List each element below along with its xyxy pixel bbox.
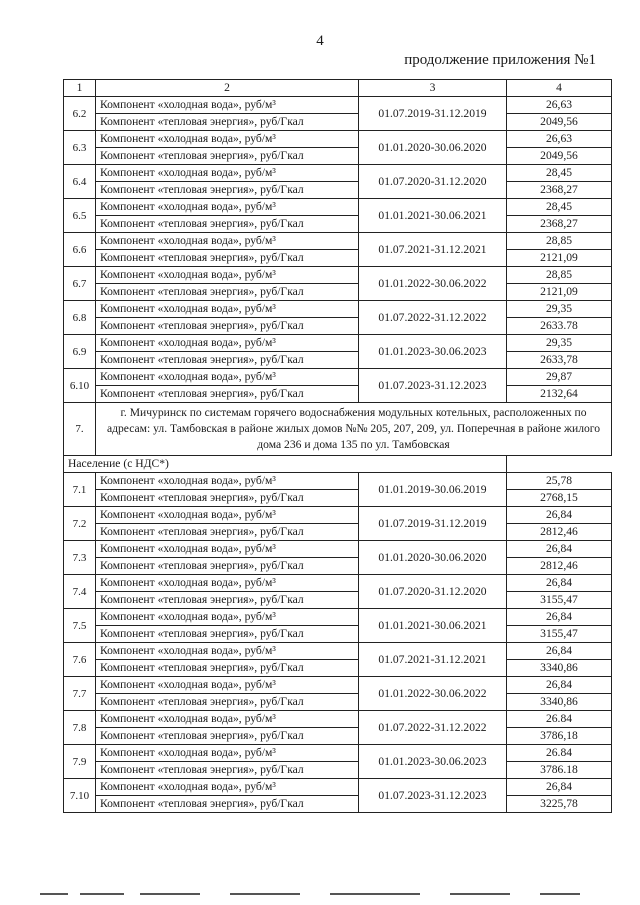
table-row — [64, 779, 612, 796]
period-range: 01.01.2022-30.06.2022 — [359, 267, 507, 301]
table-row — [64, 165, 612, 182]
table-row — [64, 114, 612, 131]
table-row — [64, 199, 612, 216]
item-number: 7.1 — [64, 473, 96, 507]
table-row — [64, 592, 612, 609]
item-number: 6.3 — [64, 131, 96, 165]
period-range: 01.01.2020-30.06.2020 — [359, 541, 507, 575]
heat-energy-label: Компонент «тепловая энергия», руб/Гкал — [96, 182, 359, 199]
cold-water-label: Компонент «холодная вода», руб/м³ — [96, 335, 359, 352]
heat-energy-value: 3786,18 — [507, 728, 612, 745]
heat-energy-label: Компонент «тепловая энергия», руб/Гкал — [96, 796, 359, 813]
cold-water-value: 29,35 — [507, 335, 612, 352]
cold-water-label: Компонент «холодная вода», руб/м³ — [96, 131, 359, 148]
cold-water-label: Компонент «холодная вода», руб/м³ — [96, 267, 359, 284]
cold-water-label: Компонент «холодная вода», руб/м³ — [96, 199, 359, 216]
cold-water-label: Компонент «холодная вода», руб/м³ — [96, 301, 359, 318]
cold-water-value: 26,84 — [507, 609, 612, 626]
period-range: 01.07.2019-31.12.2019 — [359, 507, 507, 541]
cold-water-label: Компонент «холодная вода», руб/м³ — [96, 369, 359, 386]
heat-energy-value: 2049,56 — [507, 114, 612, 131]
cold-water-label: Компонент «холодная вода», руб/м³ — [96, 541, 359, 558]
header-col-2: 2 — [96, 80, 359, 97]
table-row — [64, 318, 612, 335]
cold-water-value: 26,84 — [507, 575, 612, 592]
heat-energy-value: 2121,09 — [507, 250, 612, 267]
item-number: 7.6 — [64, 643, 96, 677]
period-range: 01.01.2019-30.06.2019 — [359, 473, 507, 507]
item-number: 7.7 — [64, 677, 96, 711]
appendix-continuation-note: продолжение приложения №1 — [404, 52, 596, 68]
table-row — [64, 711, 612, 728]
table-row — [64, 386, 612, 403]
heat-energy-value: 3225,78 — [507, 796, 612, 813]
table-row — [64, 250, 612, 267]
cold-water-value: 28,45 — [507, 199, 612, 216]
table-row — [64, 97, 612, 114]
item-number: 6.2 — [64, 97, 96, 131]
heat-energy-value: 2368,27 — [507, 182, 612, 199]
tariff-table — [63, 79, 612, 813]
period-range: 01.07.2021-31.12.2021 — [359, 643, 507, 677]
table-row — [64, 369, 612, 386]
heat-energy-value: 2121,09 — [507, 284, 612, 301]
heat-energy-label: Компонент «тепловая энергия», руб/Гкал — [96, 592, 359, 609]
item-number: 6.8 — [64, 301, 96, 335]
heat-energy-value: 2812,46 — [507, 524, 612, 541]
cold-water-label: Компонент «холодная вода», руб/м³ — [96, 233, 359, 250]
period-range: 01.07.2021-31.12.2021 — [359, 233, 507, 267]
population-row — [64, 456, 612, 473]
heat-energy-value: 2633,78 — [507, 352, 612, 369]
cold-water-value: 29,35 — [507, 301, 612, 318]
table-row — [64, 558, 612, 575]
heat-energy-label: Компонент «тепловая энергия», руб/Гкал — [96, 284, 359, 301]
cold-water-label: Компонент «холодная вода», руб/м³ — [96, 507, 359, 524]
item-number: 7.10 — [64, 779, 96, 813]
heat-energy-label: Компонент «тепловая энергия», руб/Гкал — [96, 694, 359, 711]
period-range: 01.01.2022-30.06.2022 — [359, 677, 507, 711]
table-row — [64, 796, 612, 813]
cold-water-label: Компонент «холодная вода», руб/м³ — [96, 609, 359, 626]
table-row — [64, 575, 612, 592]
heat-energy-value: 2049,56 — [507, 148, 612, 165]
heat-energy-value: 2132,64 — [507, 386, 612, 403]
item-number: 6.5 — [64, 199, 96, 233]
page-number: 4 — [316, 33, 324, 49]
table-row — [64, 490, 612, 507]
heat-energy-label: Компонент «тепловая энергия», руб/Гкал — [96, 216, 359, 233]
table-row — [64, 216, 612, 233]
heat-energy-value: 2368,27 — [507, 216, 612, 233]
cold-water-label: Компонент «холодная вода», руб/м³ — [96, 711, 359, 728]
heat-energy-label: Компонент «тепловая энергия», руб/Гкал — [96, 558, 359, 575]
section-number: 7. — [64, 403, 96, 456]
item-number: 7.4 — [64, 575, 96, 609]
cold-water-value: 29,87 — [507, 369, 612, 386]
heat-energy-label: Компонент «тепловая энергия», руб/Гкал — [96, 114, 359, 131]
heat-energy-label: Компонент «тепловая энергия», руб/Гкал — [96, 524, 359, 541]
heat-energy-label: Компонент «тепловая энергия», руб/Гкал — [96, 728, 359, 745]
cold-water-value: 26,84 — [507, 541, 612, 558]
cold-water-value: 26,84 — [507, 643, 612, 660]
header-col-1: 1 — [64, 80, 96, 97]
item-number: 7.5 — [64, 609, 96, 643]
period-range: 01.07.2019-31.12.2019 — [359, 97, 507, 131]
heat-energy-value: 3340,86 — [507, 660, 612, 677]
section-title: г. Мичуринск по системам горячего водоснабжения модульных котельных, расположенных по адресам: ул. Тамбовская в районе жилых домов №№ 205, 207, 209, ул. Поперечная в районе жилого дома 236 и дома 135 по ул. Тамбовская — [96, 403, 612, 456]
table-row — [64, 335, 612, 352]
cold-water-label: Компонент «холодная вода», руб/м³ — [96, 779, 359, 796]
cold-water-label: Компонент «холодная вода», руб/м³ — [96, 643, 359, 660]
cold-water-value: 28,85 — [507, 233, 612, 250]
scan-edge-marks — [0, 893, 640, 897]
table-row — [64, 541, 612, 558]
table-row — [64, 524, 612, 541]
period-range: 01.07.2022-31.12.2022 — [359, 301, 507, 335]
period-range: 01.07.2020-31.12.2020 — [359, 575, 507, 609]
period-range: 01.01.2021-30.06.2021 — [359, 199, 507, 233]
item-number: 6.6 — [64, 233, 96, 267]
table-row — [64, 473, 612, 490]
cold-water-value: 28,85 — [507, 267, 612, 284]
item-number: 6.9 — [64, 335, 96, 369]
cold-water-value: 26,84 — [507, 779, 612, 796]
table-row — [64, 267, 612, 284]
cold-water-value: 26,63 — [507, 131, 612, 148]
period-range: 01.07.2023-31.12.2023 — [359, 369, 507, 403]
table-row — [64, 660, 612, 677]
cold-water-value: 26,63 — [507, 97, 612, 114]
item-number: 7.9 — [64, 745, 96, 779]
heat-energy-value: 2812,46 — [507, 558, 612, 575]
heat-energy-value: 3155,47 — [507, 626, 612, 643]
cold-water-label: Компонент «холодная вода», руб/м³ — [96, 745, 359, 762]
cold-water-value: 26,84 — [507, 677, 612, 694]
table-row — [64, 148, 612, 165]
table-header-row — [64, 80, 612, 97]
item-number: 7.3 — [64, 541, 96, 575]
table-row — [64, 643, 612, 660]
table-row — [64, 301, 612, 318]
item-number: 7.8 — [64, 711, 96, 745]
heat-energy-label: Компонент «тепловая энергия», руб/Гкал — [96, 318, 359, 335]
population-label: Население (с НДС*) — [64, 456, 507, 473]
heat-energy-label: Компонент «тепловая энергия», руб/Гкал — [96, 352, 359, 369]
heat-energy-value: 3155,47 — [507, 592, 612, 609]
heat-energy-label: Компонент «тепловая энергия», руб/Гкал — [96, 490, 359, 507]
heat-energy-label: Компонент «тепловая энергия», руб/Гкал — [96, 386, 359, 403]
heat-energy-value: 2768,15 — [507, 490, 612, 507]
header-col-3: 3 — [359, 80, 507, 97]
table-row — [64, 507, 612, 524]
heat-energy-value: 3340,86 — [507, 694, 612, 711]
cold-water-value: 28,45 — [507, 165, 612, 182]
table-row — [64, 131, 612, 148]
heat-energy-label: Компонент «тепловая энергия», руб/Гкал — [96, 762, 359, 779]
cold-water-label: Компонент «холодная вода», руб/м³ — [96, 677, 359, 694]
heat-energy-label: Компонент «тепловая энергия», руб/Гкал — [96, 250, 359, 267]
item-number: 6.10 — [64, 369, 96, 403]
heat-energy-label: Компонент «тепловая энергия», руб/Гкал — [96, 660, 359, 677]
period-range: 01.01.2020-30.06.2020 — [359, 131, 507, 165]
item-number: 6.4 — [64, 165, 96, 199]
cold-water-label: Компонент «холодная вода», руб/м³ — [96, 575, 359, 592]
cold-water-value: 26.84 — [507, 711, 612, 728]
table-row — [64, 677, 612, 694]
heat-energy-label: Компонент «тепловая энергия», руб/Гкал — [96, 626, 359, 643]
cold-water-label: Компонент «холодная вода», руб/м³ — [96, 97, 359, 114]
table-row — [64, 745, 612, 762]
cold-water-value: 25,78 — [507, 473, 612, 490]
heat-energy-value: 2633.78 — [507, 318, 612, 335]
period-range: 01.07.2022-31.12.2022 — [359, 711, 507, 745]
table-row — [64, 352, 612, 369]
period-range: 01.01.2023-30.06.2023 — [359, 335, 507, 369]
period-range: 01.01.2023-30.06.2023 — [359, 745, 507, 779]
period-range: 01.01.2021-30.06.2021 — [359, 609, 507, 643]
table-row — [64, 728, 612, 745]
table-row — [64, 284, 612, 301]
item-number: 7.2 — [64, 507, 96, 541]
section-7-row — [64, 403, 612, 456]
table-row — [64, 694, 612, 711]
cold-water-value: 26,84 — [507, 507, 612, 524]
heat-energy-value: 3786.18 — [507, 762, 612, 779]
table-row — [64, 626, 612, 643]
table-row — [64, 182, 612, 199]
table-row — [64, 233, 612, 250]
item-number: 6.7 — [64, 267, 96, 301]
heat-energy-label: Компонент «тепловая энергия», руб/Гкал — [96, 148, 359, 165]
cold-water-value: 26.84 — [507, 745, 612, 762]
period-range: 01.07.2020-31.12.2020 — [359, 165, 507, 199]
table-row — [64, 762, 612, 779]
header-col-4: 4 — [507, 80, 612, 97]
cold-water-label: Компонент «холодная вода», руб/м³ — [96, 165, 359, 182]
cold-water-label: Компонент «холодная вода», руб/м³ — [96, 473, 359, 490]
period-range: 01.07.2023-31.12.2023 — [359, 779, 507, 813]
table-row — [64, 609, 612, 626]
